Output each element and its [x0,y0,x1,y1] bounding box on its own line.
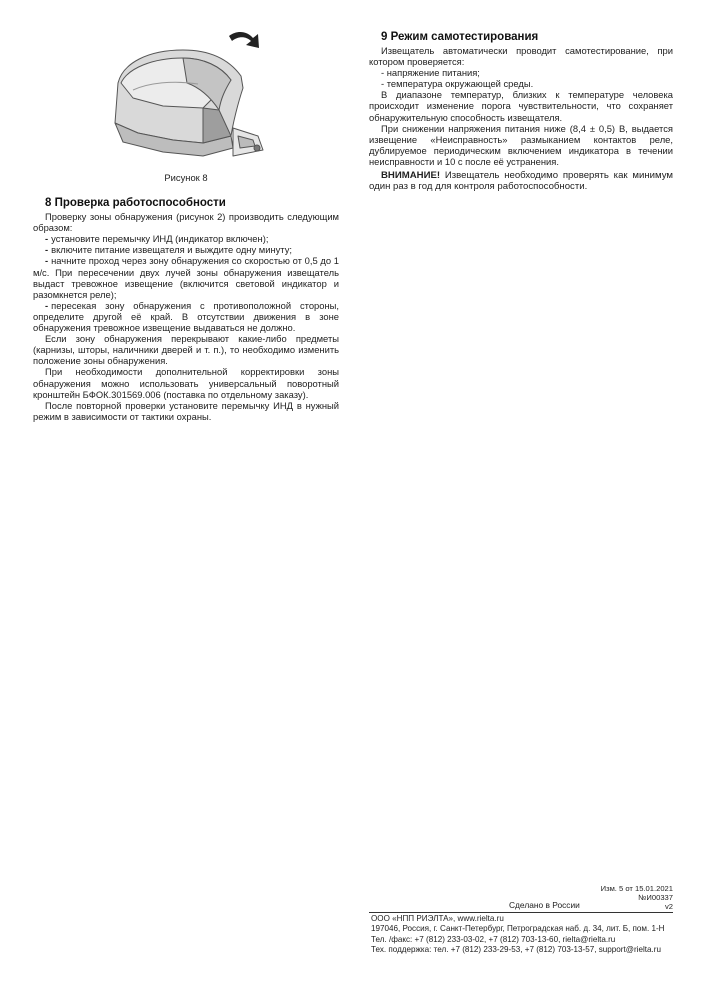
section-8-paragraph-1: Если зону обнаружения перекрывают какие-либо предметы (карнизы, шторы, наличники дверей и т. п.), то необходимо изменить положение зоны обнаружения. [33,333,339,367]
section-8-intro: Проверку зоны обнаружения (рисунок 2) производить следующим образом: [33,211,339,234]
list-item: - напряжение питания; [381,67,480,79]
section-8-paragraph-3: После повторной проверки установите перемычку ИНД в нужный режим в зависимости от тактики охраны. [33,399,339,422]
section-9-paragraph-1: В диапазоне температур, близких к температуре человека происходит изменение порога чувствительности, что сохраняет обнаружительную способность извещателя. [369,89,673,123]
footer-address: 197046, Россия, г. Санкт-Петербург, Петроградская наб. д. 34, лит. Б, пом. 1-Н [371,924,665,934]
bullet-dash: - [45,255,49,267]
section-8-paragraph-2: При необходимости дополнительной корректировки зоны обнаружения можно использовать универсальный поворотный кронштейн БФОК.301569.006 (поставка по отдельному заказу). [33,366,339,400]
section-8-title: 8 Проверка работоспособности [45,197,226,210]
list-item: - температура окружающей среды. [381,78,534,90]
list-item-text: пересекая зону обнаружения с противоположной стороны, определите другой её край. В отсутствии движения в зоне обнаружения тревожное извещение выдаваться не должно. [33,299,339,334]
made-in-label: Сделано в России [509,900,580,910]
right-column [369,31,673,192]
footer [371,914,681,956]
footer-support: Тех. поддержка: тел. +7 (812) 233-29-53, +7 (812) 703-13-57, support@rielta.ru [371,945,661,955]
warning-note [369,170,673,192]
section-9-title: 9 Режим самотестирования [381,31,539,43]
figure-8 [33,28,339,170]
footer-company: ООО «НПП РИЭЛТА», www.rielta.ru [371,914,504,923]
bullet-dash: - [45,244,49,256]
footer-divider [369,912,673,913]
revision-line: Изм. 5 от 15.01.2021 [600,884,673,893]
rotation-arrow-icon [225,28,265,56]
bullet-dash: - [45,299,49,311]
section-9-paragraph-2: При снижении напряжения питания ниже (8,4 ± 0,5) В, выдается извещение «Неисправность» размыканием контактов реле, дублируемое периодическим включением индикатора в течении неисправности и 10 с после её устранения. [369,122,673,167]
left-column [33,28,339,422]
revision-number: №И00337 [638,893,673,902]
list-item-text: установите перемычку ИНД (индикатор включен); [51,233,269,245]
revision-block [585,884,673,911]
list-item [33,244,339,255]
list-item [33,255,339,299]
bullet-dash: - [45,233,49,245]
section-9-intro: Извещатель автоматически проводит самотестирование, при котором проверяется: [369,45,673,68]
list-item-text: начните проход через зону обнаружения со скоростью от 0,5 до 1 м/с. При пересечении двух лучей зоны обнаружения извещатель выдаст тревожное извещение (включится световой индикатор и разомкнется реле); [33,255,339,300]
warning-text: Извещатель необходимо проверять как минимум один раз в год для контроля работоспособности. [369,170,673,193]
warning-label: ВНИМАНИЕ! [381,170,441,182]
figure-caption: Рисунок 8 [164,172,208,183]
list-item [33,233,339,244]
list-item [33,300,339,333]
list-item-text: включите питание извещателя и выждите одну минуту; [51,244,293,256]
footer-phone: Тел. /факс: +7 (812) 233-03-02, +7 (812) 703-13-60, rielta@rielta.ru [371,934,616,944]
revision-version: v2 [664,902,673,911]
